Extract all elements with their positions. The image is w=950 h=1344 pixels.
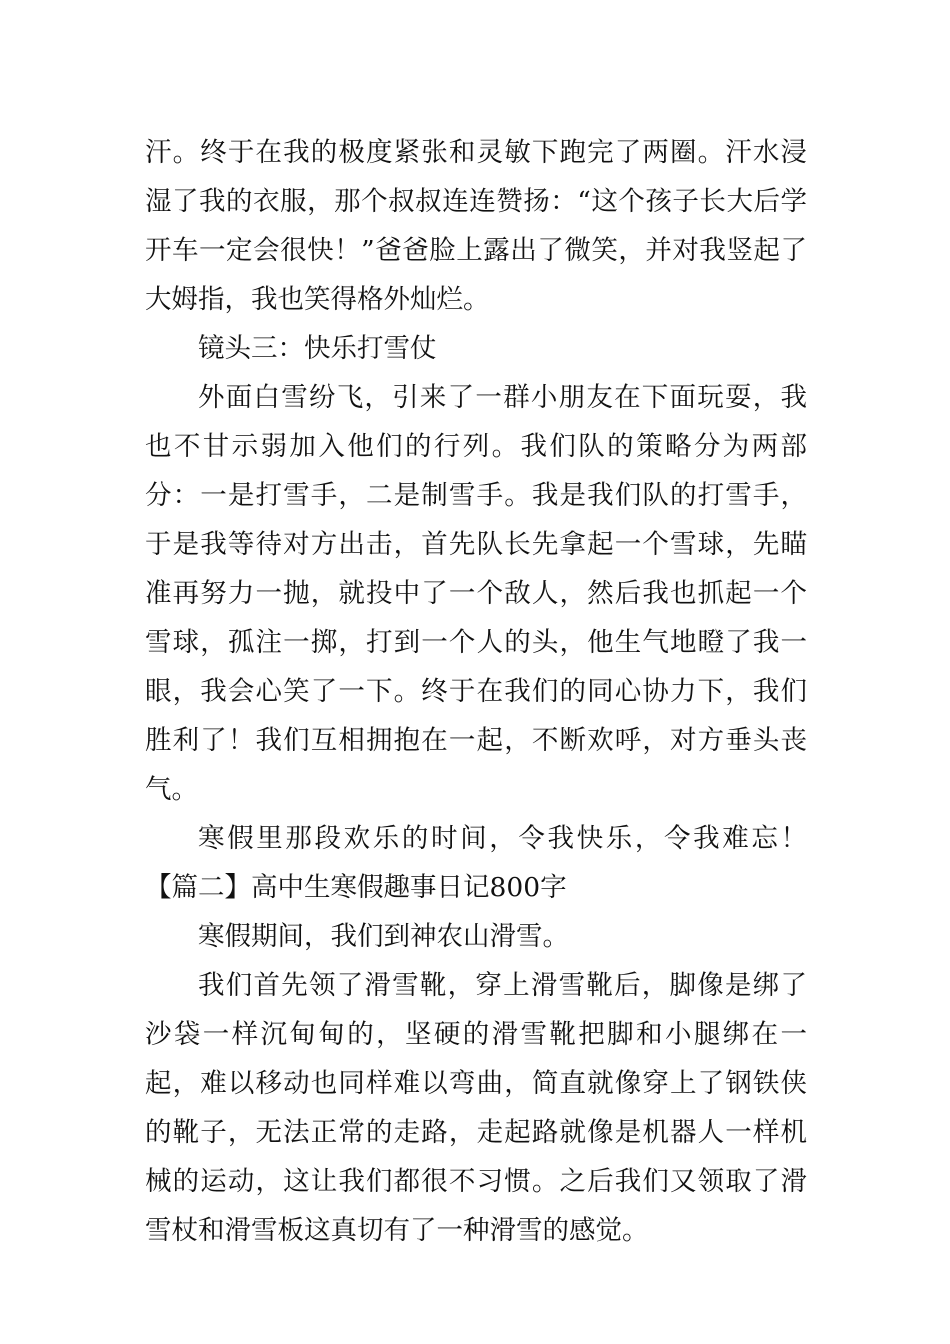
paragraph-ski-boots: 我们首先领了滑雪靴，穿上滑雪靴后，脚像是绑了沙袋一样沉甸甸的，坚硬的滑雪靴把脚和小腿绑在一起，难以移动也同样难以弯曲，简直就像穿上了钢铁侠的靴子，无法正常的走路，走起路就像是机器人一样机械的运动，这让我们都很不习惯。之后我们又领取了滑雪杖和滑雪板这真切有了一种滑雪的感觉。 bbox=[145, 970, 807, 1246]
paragraph-conclusion-and-title: 寒假里那段欢乐的时间，令我快乐，令我难忘！【篇二】高中生寒假趣事日记800字 bbox=[145, 823, 807, 903]
paragraph-snowball-fight: 外面白雪纷飞，引来了一群小朋友在下面玩耍，我也不甘示弱加入他们的行列。我们队的策略分为两部分：一是打雪手，二是制雪手。我是我们队的打雪手，于是我等待对方出击，首先队长先拿起一个雪球，先瞄准再努力一抛，就投中了一个敌人，然后我也抓起一个雪球，孤注一掷，打到一个人的头，他生气地瞪了我一眼，我会心笑了一下。终于在我们的同心协力下，我们胜利了！我们互相拥抱在一起，不断欢呼，对方垂头丧气。 bbox=[145, 382, 807, 805]
document-body bbox=[145, 128, 807, 1255]
section-heading-scene-three: 镜头三：快乐打雪仗 bbox=[198, 333, 437, 364]
paragraph-continuation: 汗。终于在我的极度紧张和灵敏下跑完了两圈。汗水浸湿了我的衣服，那个叔叔连连赞扬：“这个孩子长大后学开车一定会很快！”爸爸脸上露出了微笑，并对我竖起了大姆指，我也笑得格外灿烂。 bbox=[145, 137, 807, 315]
paragraph-skiing-intro: 寒假期间，我们到神农山滑雪。 bbox=[198, 921, 569, 952]
